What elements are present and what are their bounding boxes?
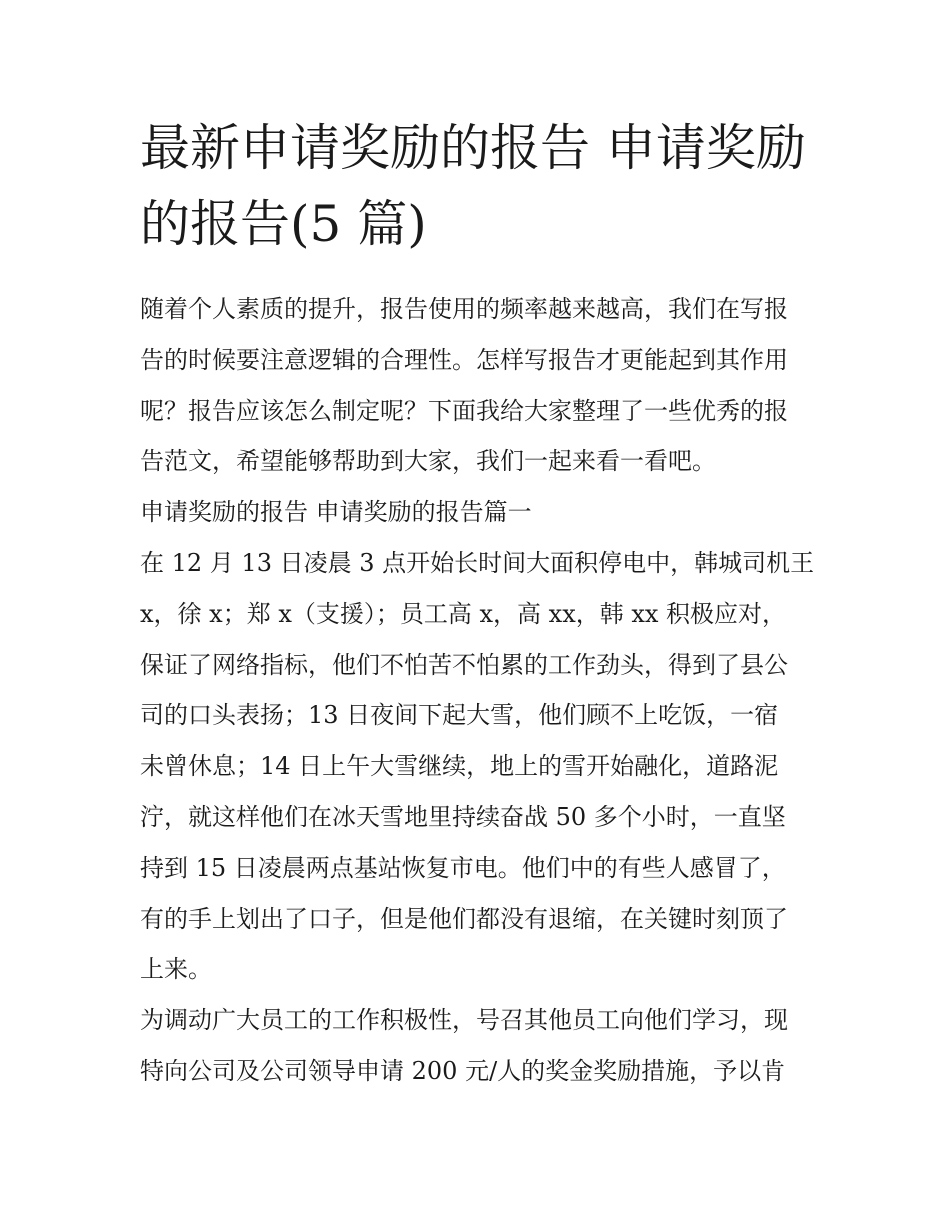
- text-line: 持到 15 日凌晨两点基站恢复市电。他们中的有些人感冒了，: [140, 853, 786, 882]
- text-line: 随着个人素质的提升，报告使用的频率越来越高，我们在写报: [140, 295, 788, 323]
- document-content: [140, 110, 815, 1097]
- text-line: 呢？报告应该怎么制定呢？下面我给大家整理了一些优秀的报: [140, 396, 788, 425]
- text-line: x，徐 x；郑 x（支援）；员工高 x，高 xx，韩 xx 积极应对，: [140, 599, 787, 628]
- text-line: 上来。: [140, 955, 212, 984]
- section-heading-text: 申请奖励的报告 申请奖励的报告篇一: [140, 498, 532, 527]
- intro-paragraph: [140, 284, 812, 487]
- text-line: 告范文，希望能够帮助到大家，我们一起来看一看吧。: [140, 447, 716, 476]
- text-line: 为调动广大员工的工作积极性，号召其他员工向他们学习，现: [140, 1006, 788, 1035]
- text-line: 在 12 月 13 日凌晨 3 点开始长时间大面积停电中，韩城司机王: [140, 548, 815, 577]
- body-paragraph-1: [140, 538, 815, 995]
- section-heading: [140, 487, 812, 538]
- title-line: 的报告(5 篇): [140, 195, 427, 253]
- document-title: [140, 110, 812, 262]
- text-line: 有的手上划出了口子，但是他们都没有退缩，在关键时刻顶了: [140, 904, 788, 933]
- text-line: 保证了网络指标，他们不怕苦不怕累的工作劲头，得到了县公: [140, 650, 788, 679]
- text-line: 告的时候要注意逻辑的合理性。怎样写报告才更能起到其作用: [140, 345, 788, 374]
- text-line: 未曾休息；14 日上午大雪继续，地上的雪开始融化，道路泥: [140, 752, 779, 781]
- text-line: 司的口头表扬；13 日夜间下起大雪，他们顾不上吃饭，一宿: [140, 701, 779, 730]
- title-line: 最新申请奖励的报告 申请奖励: [140, 119, 806, 177]
- text-line: 特向公司及公司领导申请 200 元/人的奖金奖励措施，予以肯: [140, 1056, 786, 1085]
- body-paragraph-2: [140, 995, 812, 1097]
- text-line: 泞，就这样他们在冰天雪地里持续奋战 50 多个小时，一直坚: [140, 802, 786, 831]
